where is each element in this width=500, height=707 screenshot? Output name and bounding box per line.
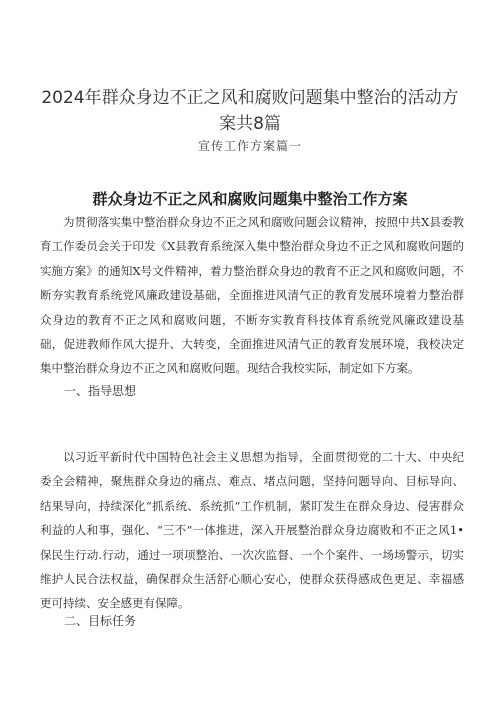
section-heading-guiding-ideology: 一、指导思想 — [64, 384, 137, 398]
document-title: 2024年群众身边不正之风和腐败问题集中整治的活动方案共8篇 — [41, 88, 459, 135]
section-label: 宣传工作方案篇一 — [197, 139, 302, 153]
body-paragraph-1: 为贯彻落实集中整治群众身边不正之风和腐败问题会议精神，按照中共X县委教育工作委员会关于印发《X县教育系统深入集中整治群众身边不正之风和腐败问题的实施方案》的通知X号文件精神，着力整治群众身边的教育不正之风和腐败问题，不断夯实教育系统党风廉政建设基础，全面推进风清气正的教育发展环境着力整治群众身边的教育不正之风和腐败问题，不断夯实教育科技体育系统党风廉政建设基础，促进教师作风大提升、大转变，全面推进风清气正的教育发展环境，我校决定集中整治群众身边不正之风和腐败问题。现结合我校实际，制定如下方案。 — [40, 215, 464, 376]
section-heading-goals-tasks: 二、目标任务 — [64, 614, 137, 628]
main-heading: 群众身边不正之风和腐败问题集中整治工作方案 — [92, 190, 408, 209]
body-paragraph-2: 以习近平新时代中国特色社会主义思想为指导，全面贯彻党的二十大、中央纪委全会精神，聚焦群众身边的痛点、难点、堵点问题，坚持问题导向、目标导向、结果导向，持续深化“抓系统、系统抓“工作机制，紧盯发生在群众身边、侵害群众利益的人和事，强化、“三不”一体推进，深入开展整治群众身边腐败和不正之风1•保民生行动.行动，通过一项项整治、一次次监督、一个个案件、一场场警示，切实维护人民合法权益，确保群众生活舒心顺心安心，使群众获得感成色更足、幸福感更可持续、安全感更有保障。 — [40, 450, 464, 611]
